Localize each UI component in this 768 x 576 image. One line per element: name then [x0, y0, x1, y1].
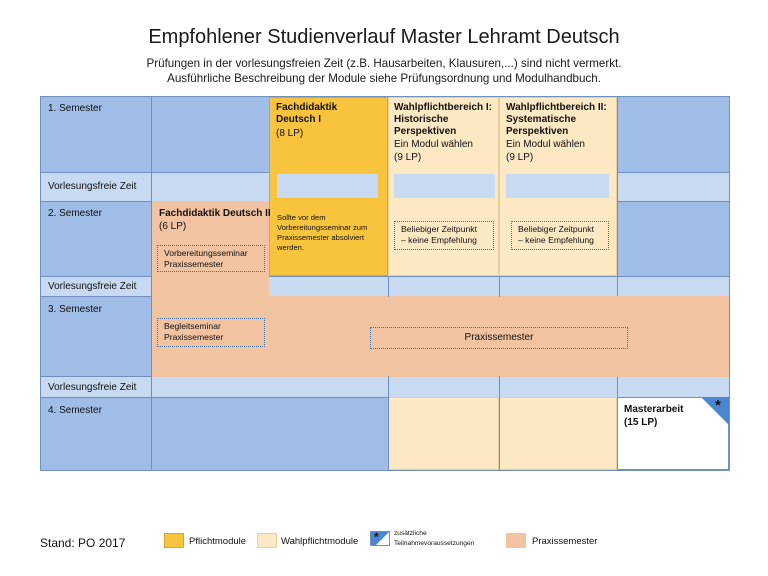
wp2-vfz-bar	[506, 174, 609, 198]
wp2-choose: Ein Modul wählen	[506, 139, 585, 150]
row-label-semester-1: 1. Semester	[48, 103, 102, 114]
legend-zusatz-line-1: zusätzliche	[394, 530, 427, 537]
legend-pflicht-label: Pflichtmodule	[189, 536, 247, 547]
vfz-band-3	[41, 376, 729, 397]
row-label-vfz-1: Vorlesungsfreie Zeit	[48, 181, 137, 192]
legend-praxis-swatch	[506, 533, 526, 548]
row-label-vfz-3: Vorlesungsfreie Zeit	[48, 382, 137, 393]
wahlpflicht-2-module-bottom	[499, 397, 617, 470]
legend-star-swatch	[370, 531, 390, 546]
row-label-semester-2: 2. Semester	[48, 208, 102, 219]
wp1-title-line-3: Perspektiven	[394, 126, 457, 137]
study-plan-grid	[40, 96, 730, 471]
fd1-lp: (8 LP)	[276, 128, 304, 139]
wp1-title-line-2: Historische	[394, 114, 449, 125]
fd1-note: Sollte vor dem Vorbereitungsseminar zum Praxissemester absolviert werden.	[277, 213, 368, 252]
masterarbeit-title: Masterarbeit	[624, 404, 684, 415]
fd2-prep-seminar: Vorbereitungsseminar Praxissemester	[157, 245, 265, 272]
row-label-semester-4: 4. Semester	[48, 405, 102, 416]
wahlpflicht-1-module-bottom	[388, 397, 499, 470]
row-label-semester-3: 3. Semester	[48, 304, 102, 315]
fd1-title-line-1: Fachdidaktik	[276, 102, 338, 113]
wp1-vfz-bar	[394, 174, 495, 198]
fd1-vfz2-bar	[269, 277, 388, 296]
legend-pflicht-swatch	[164, 533, 184, 548]
legend-wahlpflicht-swatch	[257, 533, 277, 548]
subtitle-modules: Ausführliche Beschreibung der Module siehe Prüfungsordnung und Modulhandbuch.	[167, 72, 601, 85]
wp2-title-line-3: Perspektiven	[506, 126, 569, 137]
legend-praxis-label: Praxissemester	[532, 536, 598, 547]
fd2-accompanying-seminar: Begleitseminar Praxissemester	[157, 318, 265, 347]
masterarbeit-star: *	[715, 397, 721, 414]
stand-label: Stand: PO 2017	[40, 536, 126, 550]
fd1-vfz-bar	[277, 174, 378, 198]
wp1-choose: Ein Modul wählen	[394, 139, 473, 150]
legend-wahlpflicht-label: Wahlpflichtmodule	[281, 536, 359, 547]
wp2-timing-note: Beliebiger Zeitpunkt – keine Empfehlung	[511, 221, 609, 250]
wp2-title-line-2: Systematische	[506, 114, 577, 125]
row-label-vfz-2: Vorlesungsfreie Zeit	[48, 281, 137, 292]
wp1-lp: (9 LP)	[394, 152, 422, 163]
fd2-title: Fachdidaktik Deutsch II	[159, 208, 271, 219]
praxissemester-label: Praxissemester	[370, 327, 628, 349]
masterarbeit-lp: (15 LP)	[624, 417, 658, 428]
subtitle-exams: Prüfungen in der vorlesungsfreien Zeit (z.B. Hausarbeiten, Klausuren,...) sind nicht vermerkt.	[146, 57, 622, 70]
fd2-lp: (6 LP)	[159, 221, 187, 232]
legend-zusatz-line-2: Teilnahmevoraussetzungen	[394, 540, 475, 547]
wp2-title-line-1: Wahlpflichtbereich II:	[506, 102, 607, 113]
legend-star: *	[374, 531, 379, 544]
wp1-title-line-1: Wahlpflichtbereich I:	[394, 102, 492, 113]
wp2-lp: (9 LP)	[506, 152, 534, 163]
page-title: Empfohlener Studienverlauf Master Lehramt Deutsch	[148, 26, 620, 48]
wp1-timing-note: Beliebiger Zeitpunkt – keine Empfehlung	[394, 221, 494, 250]
fd1-title-line-2: Deutsch I	[276, 114, 322, 125]
